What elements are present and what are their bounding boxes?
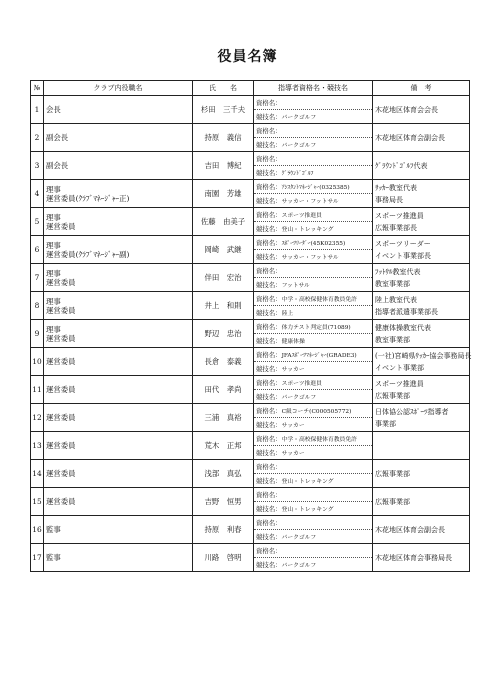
row-number: 8 <box>31 292 44 320</box>
table-row <box>31 488 470 516</box>
member-name: 岡崎 武継 <box>193 236 254 264</box>
note-cell <box>373 460 470 488</box>
table-header-row <box>31 81 470 96</box>
note-text: 広報事業部 <box>375 469 410 478</box>
sport-prefix: 競技名： <box>256 113 282 121</box>
note-cell <box>373 180 470 208</box>
qualification-prefix: 資格名： <box>256 99 282 107</box>
sport-line <box>254 165 372 179</box>
sport-prefix: 競技名： <box>256 365 282 373</box>
qualification-value: スポーツ推進員 <box>281 381 322 387</box>
note-text: 広報事業部 <box>375 497 410 506</box>
note-text: 事務局長 <box>375 195 403 204</box>
role-cell <box>44 96 193 124</box>
qualification-line <box>254 236 372 249</box>
note-cell <box>373 152 470 180</box>
sport-value: パークゴルフ <box>281 535 317 541</box>
qualification-line <box>254 96 372 109</box>
note-cell <box>373 488 470 516</box>
qualification-line <box>254 516 372 529</box>
qualification-line <box>254 432 372 445</box>
sport-line <box>254 221 372 235</box>
member-name: 三浦 真裕 <box>193 404 254 432</box>
role-text: 理事 <box>46 324 61 334</box>
sport-line <box>254 501 372 515</box>
sport-prefix: 競技名： <box>256 281 282 289</box>
qualification-cell <box>254 208 373 236</box>
qualification-cell <box>254 264 373 292</box>
note-text: 日体協公認ｽﾎﾟｰﾂ指導者 <box>375 407 449 416</box>
sport-value: 健康体操 <box>281 339 305 345</box>
member-name: 荒木 正邦 <box>193 432 254 460</box>
note-text: 広報事業部長 <box>375 223 417 232</box>
sport-prefix: 競技名： <box>256 449 282 457</box>
qualification-cell <box>254 320 373 348</box>
qualification-prefix: 資格名： <box>256 519 282 527</box>
qualification-cell <box>254 432 373 460</box>
role-text: 会長 <box>46 105 61 114</box>
qualification-prefix: 資格名： <box>256 211 282 219</box>
row-number: 1 <box>31 96 44 124</box>
qualification-line <box>254 208 372 221</box>
sport-prefix: 競技名： <box>256 309 282 317</box>
qualification-line <box>254 124 372 137</box>
sport-prefix: 競技名： <box>256 561 282 569</box>
note-text: ｸﾞﾗｳﾝﾄﾞｺﾞﾙﾌ代表 <box>375 161 428 170</box>
sport-prefix: 競技名： <box>256 477 282 485</box>
qualification-cell <box>254 460 373 488</box>
qualification-prefix: 資格名： <box>256 491 282 499</box>
note-cell <box>373 348 470 376</box>
table-row <box>31 264 470 292</box>
sport-line <box>254 389 372 403</box>
role-cell <box>44 264 193 292</box>
member-name: 田代 孝尚 <box>193 376 254 404</box>
qualification-cell <box>254 96 373 124</box>
sport-line <box>254 361 372 375</box>
qualification-prefix: 資格名： <box>256 295 282 303</box>
note-text: スポーツ推進員 <box>375 211 424 220</box>
note-cell <box>373 292 470 320</box>
qualification-prefix: 資格名： <box>256 267 282 275</box>
role-cell <box>44 292 193 320</box>
note-text: 事業部 <box>375 419 396 428</box>
note-text: イベント事業部 <box>375 363 424 372</box>
note-cell <box>373 404 470 432</box>
role-text: 監事 <box>46 525 61 534</box>
role-cell <box>44 152 193 180</box>
member-name: 南園 芳雄 <box>193 180 254 208</box>
table-row <box>31 376 470 404</box>
note-text: スポーツリーダー <box>375 239 431 248</box>
role-text: 副会長 <box>46 161 69 170</box>
role-cell <box>44 460 193 488</box>
note-text: 木花地区体育会副会長 <box>375 525 445 534</box>
qualification-prefix: 資格名： <box>256 547 282 555</box>
qualification-value: ｽﾎﾟｰﾂﾘｰﾀﾞｰ(45K02355) <box>281 241 346 247</box>
role-text: 理事 <box>46 212 61 222</box>
role-text: 運営委員 <box>46 469 76 478</box>
row-number: 11 <box>31 376 44 404</box>
note-text: 陸上教室代表 <box>375 295 417 304</box>
header-no: № <box>31 81 44 96</box>
sport-value: 登山・トレッキング <box>281 479 334 485</box>
qualification-prefix: 資格名： <box>256 407 282 415</box>
sport-line <box>254 137 372 151</box>
qualification-cell <box>254 292 373 320</box>
table-row <box>31 236 470 264</box>
note-text: 教室事業部 <box>375 279 410 288</box>
qualification-prefix: 資格名： <box>256 127 282 135</box>
member-name: 井上 和則 <box>193 292 254 320</box>
header-qualification: 指導者資格名・競技名 <box>254 81 373 96</box>
role-cell <box>44 544 193 572</box>
role-cell <box>44 320 193 348</box>
table-row <box>31 348 470 376</box>
note-cell <box>373 544 470 572</box>
role-cell <box>44 180 193 208</box>
table-row <box>31 320 470 348</box>
member-name: 川路 啓明 <box>193 544 254 572</box>
qualification-value: スポーツ推進員 <box>281 213 322 219</box>
row-number: 2 <box>31 124 44 152</box>
note-text: 広報事業部 <box>375 391 410 400</box>
note-text: 木花地区体育会副会長 <box>375 133 445 142</box>
qualification-cell <box>254 544 373 572</box>
row-number: 4 <box>31 180 44 208</box>
qualification-prefix: 資格名： <box>256 155 282 163</box>
note-cell <box>373 208 470 236</box>
qualification-cell <box>254 404 373 432</box>
role-cell <box>44 348 193 376</box>
qualification-line <box>254 264 372 277</box>
note-text: 健康体操教室代表 <box>375 323 431 332</box>
role-text: 運営委員 <box>46 277 76 287</box>
qualification-line <box>254 488 372 501</box>
note-cell <box>373 516 470 544</box>
qualification-value: JFAｽﾎﾟｰﾂﾏﾈｰｼﾞｬｰ(GRADE3) <box>281 353 357 359</box>
role-cell <box>44 124 193 152</box>
qualification-line <box>254 404 372 417</box>
qualification-prefix: 資格名： <box>256 239 282 247</box>
role-text: 運営委員 <box>46 441 76 450</box>
sport-value: サッカー・フットサル <box>281 199 339 205</box>
table-row <box>31 292 470 320</box>
sport-line <box>254 305 372 319</box>
officer-roster-table <box>30 80 470 572</box>
role-text: 運営委員 <box>46 305 76 315</box>
note-text: ｻｯｶｰ教室代表 <box>375 183 417 192</box>
member-name: 吉田 博紀 <box>193 152 254 180</box>
sport-value: サッカー <box>281 367 305 373</box>
sport-value: パークゴルフ <box>281 115 317 121</box>
table-row <box>31 544 470 572</box>
role-cell <box>44 432 193 460</box>
note-text: ﾌｯﾄｻﾙ教室代表 <box>375 267 421 276</box>
row-number: 3 <box>31 152 44 180</box>
table-row <box>31 208 470 236</box>
note-text: 教室事業部 <box>375 335 410 344</box>
row-number: 17 <box>31 544 44 572</box>
sport-line <box>254 417 372 431</box>
sport-prefix: 競技名： <box>256 253 282 261</box>
note-text: 指導者派遣事業部長 <box>375 307 438 316</box>
role-text: 理事 <box>46 268 61 278</box>
role-text: 運営委員(ｸﾗﾌﾞﾏﾈｰｼﾞｬｰ正) <box>46 193 130 203</box>
row-number: 6 <box>31 236 44 264</box>
qualification-line <box>254 348 372 361</box>
sport-value: フットサル <box>281 283 310 289</box>
qualification-prefix: 資格名： <box>256 183 282 191</box>
row-number: 10 <box>31 348 44 376</box>
qualification-value: 中学・高校保健体育教員免許 <box>281 297 357 303</box>
note-text: 木花地区体育会会長 <box>375 105 438 114</box>
row-number: 12 <box>31 404 44 432</box>
table-row <box>31 404 470 432</box>
note-cell <box>373 432 470 460</box>
sport-value: サッカー・フットサル <box>281 255 339 261</box>
row-number: 16 <box>31 516 44 544</box>
note-cell <box>373 124 470 152</box>
qualification-line <box>254 320 372 333</box>
qualification-line <box>254 460 372 473</box>
qualification-line <box>254 376 372 389</box>
note-text: イベント事業部長 <box>375 251 431 260</box>
qualification-value: C級コーチ(C000505772) <box>281 409 352 415</box>
qualification-line <box>254 180 372 193</box>
member-name: 持原 義信 <box>193 124 254 152</box>
sport-value: サッカー <box>281 451 305 457</box>
qualification-cell <box>254 376 373 404</box>
member-name: 長倉 泰義 <box>193 348 254 376</box>
note-text: (一社)宮崎県ｻｯｶｰ協会事務局長 <box>375 351 472 360</box>
table-row <box>31 180 470 208</box>
note-cell <box>373 96 470 124</box>
qualification-prefix: 資格名： <box>256 379 282 387</box>
row-number: 15 <box>31 488 44 516</box>
qualification-prefix: 資格名： <box>256 323 282 331</box>
sport-value: パークゴルフ <box>281 143 317 149</box>
sport-line <box>254 109 372 123</box>
role-text: 理事 <box>46 296 61 306</box>
qualification-line <box>254 152 372 165</box>
member-name: 持原 利春 <box>193 516 254 544</box>
role-text: 運営委員 <box>46 221 76 231</box>
qualification-value: 体力テスト判定員(71089) <box>281 325 351 331</box>
role-cell <box>44 404 193 432</box>
qualification-value: 中学・高校保健体育教員免許 <box>281 437 357 443</box>
note-cell <box>373 376 470 404</box>
sport-line <box>254 277 372 291</box>
sport-line <box>254 529 372 543</box>
table-row <box>31 460 470 488</box>
sport-prefix: 競技名： <box>256 197 282 205</box>
note-text: スポーツ推進員 <box>375 379 424 388</box>
qualification-line <box>254 292 372 305</box>
note-text: 木花地区体育会事務局長 <box>375 553 452 562</box>
sport-line <box>254 473 372 487</box>
role-text: 監事 <box>46 553 61 562</box>
member-name: 杉田 三千夫 <box>193 96 254 124</box>
qualification-cell <box>254 516 373 544</box>
sport-line <box>254 333 372 347</box>
qualification-prefix: 資格名： <box>256 435 282 443</box>
sport-prefix: 競技名： <box>256 421 282 429</box>
role-text: 運営委員 <box>46 333 76 343</box>
role-cell <box>44 376 193 404</box>
qualification-line <box>254 544 372 557</box>
sport-prefix: 競技名： <box>256 505 282 513</box>
row-number: 14 <box>31 460 44 488</box>
table-row <box>31 124 470 152</box>
role-text: 運営委員 <box>46 357 76 366</box>
note-cell <box>373 264 470 292</box>
role-text: 運営委員(ｸﾗﾌﾞﾏﾈｰｼﾞｬｰ副) <box>46 249 130 259</box>
member-name: 野辺 忠治 <box>193 320 254 348</box>
sport-value: ｸﾞﾗｳﾝﾄﾞｺﾞﾙﾌ <box>281 171 314 177</box>
sport-prefix: 競技名： <box>256 141 282 149</box>
qualification-cell <box>254 152 373 180</box>
sport-line <box>254 249 372 263</box>
page-title: 役員名簿 <box>217 49 278 65</box>
sport-value: パークゴルフ <box>281 563 317 569</box>
sport-line <box>254 193 372 207</box>
qualification-cell <box>254 488 373 516</box>
member-name: 吉野 恒男 <box>193 488 254 516</box>
qualification-prefix: 資格名： <box>256 351 282 359</box>
table-row <box>31 152 470 180</box>
sport-prefix: 競技名： <box>256 225 282 233</box>
table-row <box>31 432 470 460</box>
role-text: 運営委員 <box>46 413 76 422</box>
header-note: 備 考 <box>373 81 470 96</box>
role-cell <box>44 236 193 264</box>
header-name: 氏 名 <box>193 81 254 96</box>
qualification-value: ｱｼｽﾀﾝﾄﾏﾈｰｼﾞｬｰ(0325385) <box>281 185 350 191</box>
sport-prefix: 競技名： <box>256 393 282 401</box>
role-cell <box>44 516 193 544</box>
row-number: 7 <box>31 264 44 292</box>
row-number: 5 <box>31 208 44 236</box>
sport-value: サッカー <box>281 423 305 429</box>
sport-prefix: 競技名： <box>256 169 282 177</box>
role-cell <box>44 208 193 236</box>
row-number: 13 <box>31 432 44 460</box>
qualification-cell <box>254 180 373 208</box>
sport-value: 登山・トレッキング <box>281 507 334 513</box>
sport-prefix: 競技名： <box>256 337 282 345</box>
role-cell <box>44 488 193 516</box>
header-role: クラブ内役職名 <box>44 81 193 96</box>
role-text: 副会長 <box>46 133 69 142</box>
qualification-prefix: 資格名： <box>256 463 282 471</box>
table-row <box>31 516 470 544</box>
role-text: 運営委員 <box>46 385 76 394</box>
note-cell <box>373 236 470 264</box>
sport-line <box>254 557 372 571</box>
role-text: 運営委員 <box>46 497 76 506</box>
row-number: 9 <box>31 320 44 348</box>
member-name: 伴田 宏治 <box>193 264 254 292</box>
member-name: 佐藤 由美子 <box>193 208 254 236</box>
qualification-cell <box>254 348 373 376</box>
sport-prefix: 競技名： <box>256 533 282 541</box>
sport-line <box>254 445 372 459</box>
member-name: 浅部 真弘 <box>193 460 254 488</box>
table-row <box>31 96 470 124</box>
note-cell <box>373 320 470 348</box>
role-text: 理事 <box>46 184 61 194</box>
role-text: 理事 <box>46 240 61 250</box>
qualification-cell <box>254 124 373 152</box>
qualification-cell <box>254 236 373 264</box>
sport-value: 登山・トレッキング <box>281 227 334 233</box>
sport-value: 陸上 <box>281 311 294 317</box>
sport-value: パークゴルフ <box>281 395 317 401</box>
